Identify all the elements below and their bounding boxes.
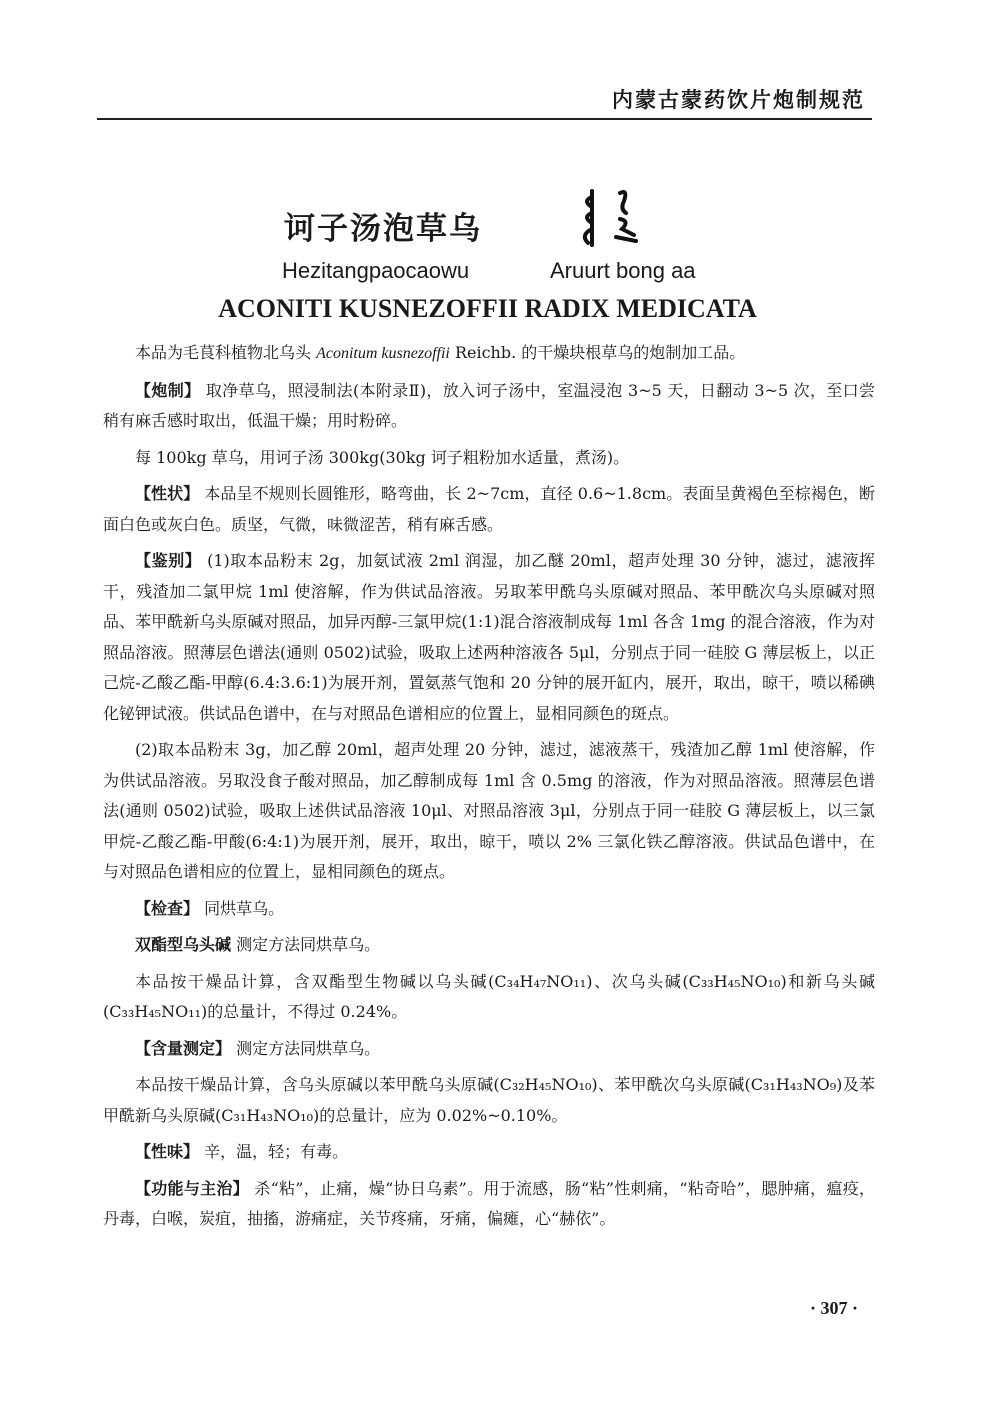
monograph-mongolian-latin: Aruurt bong aa bbox=[550, 258, 696, 283]
identification-text-1: (1)取本品粉末 2g，加氨试液 2ml 润湿，加乙醚 20ml，超声处理 30 分钟，滤过，滤液挥干，残渣加二氯甲烷 1ml 使溶解，作为供试品溶液。另取苯甲酰乌头原碱对照品、苯甲酰次乌头原碱对照品、苯甲酰新乌头原碱对照品，加异丙醇-三氯甲烷(1:1)混合溶液制成每 1ml 各含 1mg 的混合溶液，作为对照品溶液。照薄层色谱法(通则 0502)试验，吸取上述两种溶液各 5μl，分别点于同一硅胶 G 薄层板上，以正己烷-乙酸乙酯-甲醇(6.4:3.6:1)为展开剂，置氨蒸气饱和 20 分钟的展开缸内，展开，取出，晾干，喷以稀碘化铋钾试液。供试品色谱中，在与对照品色谱相应的位置上，显相同颜色的斑点。 bbox=[103, 551, 875, 723]
processing-text: 取净草乌，照浸制法(本附录Ⅱ)，放入诃子汤中，室温浸泡 3~5 天，日翻动 3~5 次，至口尝稍有麻舌感时取出，低温干燥；用时粉碎。 bbox=[103, 380, 875, 430]
species-name: Aconitum kusnezoffii bbox=[316, 345, 450, 362]
intro-pre: 本品为毛茛科植物北乌头 bbox=[135, 343, 317, 362]
nature-taste-paragraph bbox=[103, 1137, 875, 1168]
monograph-body bbox=[103, 338, 875, 1241]
intro-paragraph bbox=[103, 338, 875, 370]
diester-alkaloid-limit: 本品按干燥品计算，含双酯型生物碱以乌头碱(C₃₄H₄₇NO₁₁)、次乌头碱(C₃₃H₄₅NO₁₀)和新乌头碱(C₃₃H₄₅NO₁₁)的总量计，不得过 0.24%。 bbox=[103, 971, 875, 1021]
nature-taste-tag: 【性味】 bbox=[135, 1142, 200, 1161]
inspection-tag: 【检查】 bbox=[135, 898, 200, 918]
diester-alkaloid-paragraph bbox=[103, 930, 875, 961]
processing-tag: 【炮制】 bbox=[135, 380, 201, 400]
monograph-pinyin: Hezitangpaocaowu bbox=[282, 258, 470, 283]
monograph-title-latin: ACONITI KUSNEZOFFII RADIX MEDICATA bbox=[218, 294, 757, 323]
assay-text: 测定方法同烘草乌。 bbox=[231, 1038, 381, 1058]
assay-limit: 本品按干燥品计算，含乌头原碱以苯甲酰乌头原碱(C₃₂H₄₅NO₁₀)、苯甲酰次乌头原碱(C₃₁H₄₃NO₉)及苯甲酰新乌头原碱(C₃₁H₄₃NO₁₀)的总量计，应为 0.02%~0.10%。 bbox=[103, 1075, 875, 1125]
identification-paragraph-1 bbox=[103, 546, 875, 729]
inspection-paragraph bbox=[103, 894, 875, 925]
intro-post: Reichb. 的干燥块根草乌的炮制加工品。 bbox=[449, 343, 746, 362]
monograph-title-chinese: 诃子汤泡草乌 bbox=[284, 211, 482, 247]
description-text: 本品呈不规则长圆锥形，略弯曲，长 2~7cm，直径 0.6~1.8cm。表面呈黄褐色至棕褐色，断面白色或灰白色。质坚，气微，味微涩苦，稍有麻舌感。 bbox=[103, 484, 875, 534]
processing-ratio: 每 100kg 草乌，用诃子汤 300kg(30kg 诃子粗粉加水适量，煮汤)。 bbox=[135, 447, 630, 467]
processing-paragraph bbox=[103, 376, 875, 437]
diester-alkaloid-heading: 双酯型乌头碱 bbox=[135, 935, 232, 954]
assay-paragraph bbox=[103, 1034, 875, 1065]
nature-taste-text: 辛，温，轻；有毒。 bbox=[199, 1142, 349, 1161]
identification-tag: 【鉴别】 bbox=[135, 551, 202, 570]
function-indication-tag: 【功能与主治】 bbox=[135, 1178, 249, 1198]
description-tag: 【性状】 bbox=[135, 484, 200, 503]
assay-tag: 【含量测定】 bbox=[135, 1038, 232, 1058]
running-header: 内蒙古蒙药饮片炮制规范 bbox=[612, 88, 865, 112]
diester-alkaloid-text: 测定方法同烘草乌。 bbox=[231, 935, 381, 954]
header-rule bbox=[97, 118, 872, 120]
description-paragraph bbox=[103, 479, 875, 540]
page-number: · 307 · bbox=[810, 1298, 859, 1318]
function-indication-paragraph bbox=[103, 1174, 875, 1235]
inspection-text: 同烘草乌。 bbox=[199, 898, 285, 918]
function-indication-text: 杀“粘”，止痛，燥“协日乌素”。用于流感，肠“粘”性刺痛，“粘奇哈”，腮肿痛，瘟疫，丹毒，白喉，炭疽，抽搐，游痛症，关节疼痛，牙痛，偏瘫，心“赫依”。 bbox=[103, 1178, 875, 1228]
mongolian-script-title bbox=[574, 183, 654, 253]
identification-paragraph-2: (2)取本品粉末 3g，加乙醇 20ml，超声处理 20 分钟，滤过，滤液蒸干，残渣加乙醇 1ml 使溶解，作为供试品溶液。另取没食子酸对照品，加乙醇制成每 1ml 含 0.5mg 的溶液，作为对照品溶液。照薄层色谱法(通则 0502)试验，吸取上述供试品溶液 10μl、对照品溶液 3μl，分别点于同一硅胶 G 薄层板上，以三氯甲烷-乙酸乙酯-甲酸(6:4:1)为展开剂，展开，取出，晾干，喷以 2% 三氯化铁乙醇溶液。供试品色谱中，在与对照品色谱相应的位置上，显相同颜色的斑点。 bbox=[103, 740, 875, 881]
